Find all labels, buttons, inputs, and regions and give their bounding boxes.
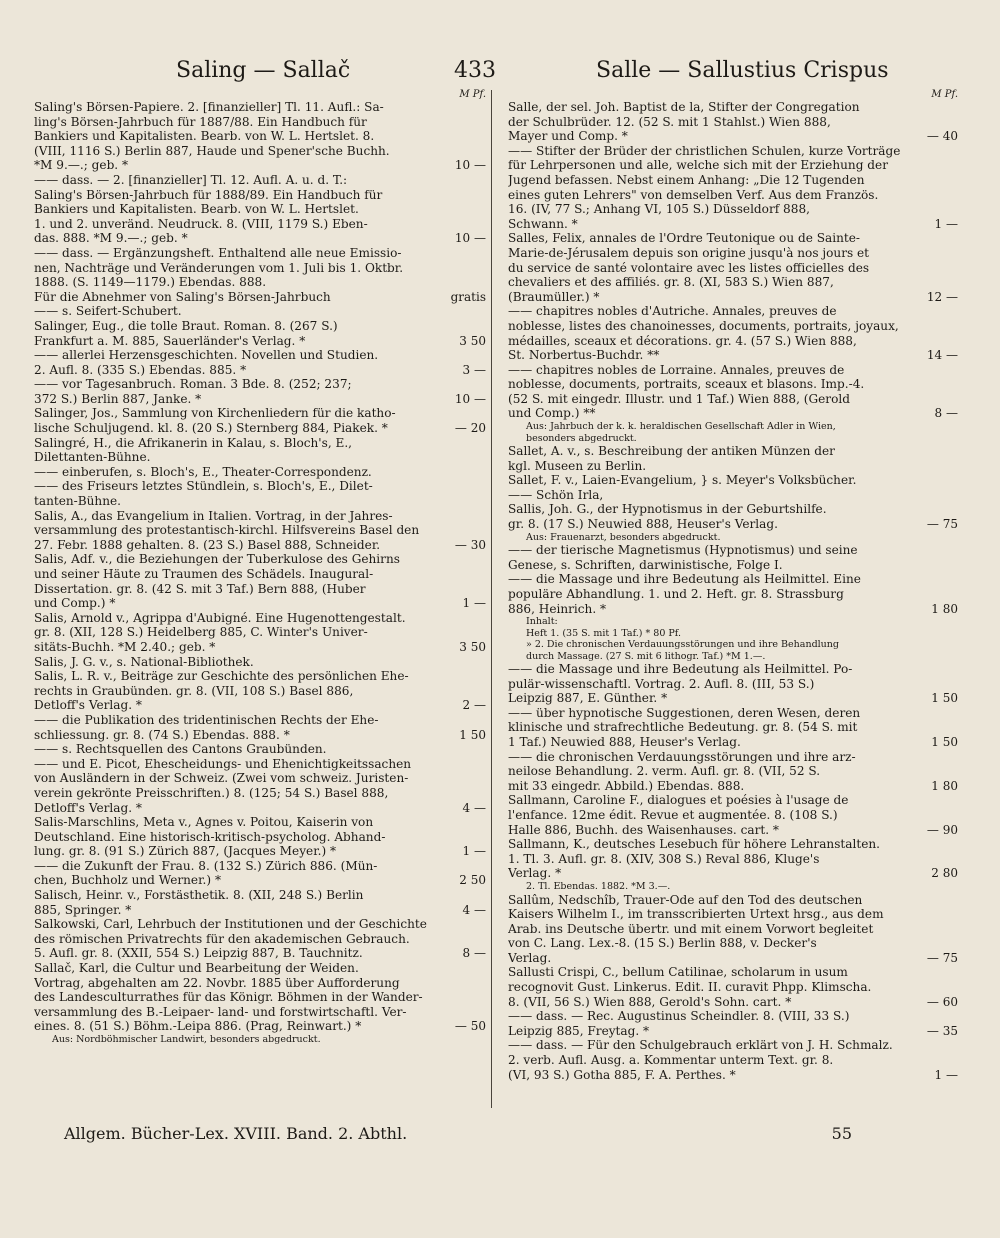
- entry-line: der Schulbrüder. 12. (52 S. mit 1 Stahlst.) Wien 888,: [508, 114, 831, 129]
- entry-price: 10 —: [454, 158, 486, 173]
- page-header: [36, 58, 964, 90]
- entry-line: —— s. Seifert-Schubert.: [34, 304, 182, 319]
- entry-line: versammlung des B.-Leipaer- land- und forstwirtschaftl. Ver-: [34, 1004, 407, 1019]
- entry-price: 2 80: [931, 866, 958, 881]
- entry-line: 886, Heinrich. *: [508, 601, 607, 616]
- entry-line: 16. (IV, 77 S.; Anhang VI, 105 S.) Düsseldorf 888,: [508, 202, 810, 217]
- entry-price: 10 —: [454, 391, 486, 406]
- bibliography-entry: [34, 655, 486, 670]
- right-entries: [508, 100, 958, 1082]
- entry-line: das. 888. *M 9.—.; geb. *: [34, 231, 188, 246]
- entry-line: Sallmann, K., deutsches Lesebuch für höhere Lehranstalten.: [508, 837, 880, 852]
- entry-line: nen, Nachträge und Veränderungen vom 1. Juli bis 1. Oktbr.: [34, 260, 404, 275]
- entry-price: — 75: [926, 517, 958, 532]
- entry-price: 8 —: [934, 406, 958, 421]
- entry-line: 1. Tl. 3. Aufl. gr. 8. (XIV, 308 S.) Reval 886, Kluge's: [508, 851, 820, 866]
- entry-line: Verlag. *: [508, 866, 562, 881]
- bibliography-entry: [34, 961, 486, 1034]
- entry-price: gratis: [450, 289, 486, 304]
- entry-line: kgl. Museen zu Berlin.: [508, 458, 647, 473]
- entry-line: Sallač, Karl, die Cultur und Bearbeitung der Weiden.: [34, 961, 359, 976]
- entry-line: Sallmann, Caroline F., dialogues et poésies à l'usage de: [508, 793, 849, 808]
- entry-line: pulär-wissenschaftl. Vortrag. 2. Aufl. 8. (III, 53 S.): [508, 676, 815, 691]
- entry-line: —— und E. Picot, Ehescheidungs- und Ehenichtigkeitssachen: [34, 756, 412, 771]
- entry-line: —— dass. — Ergänzungsheft. Enthaltend alle neue Emissio-: [34, 245, 402, 260]
- bibliography-entry: [34, 552, 486, 610]
- entry-line: rechts in Graubünden. gr. 8. (VII, 108 S.) Basel 886,: [34, 683, 354, 698]
- bibliography-entry: [508, 1009, 958, 1038]
- bibliography-entry: [508, 100, 958, 144]
- entry-price: — 90: [926, 822, 958, 837]
- entry-price: 1 50: [459, 727, 486, 742]
- entry-note: 2. Tl. Ebendas. 1882. *M 3.—.: [526, 881, 671, 892]
- entry-line: l'enfance. 12me édit. Revue et augmentée. 8. (108 S.): [508, 808, 838, 823]
- entry-line: Leipzig 885, Freytag. *: [508, 1023, 650, 1038]
- entry-price: — 20: [454, 421, 486, 436]
- entry-line: Frankfurt a. M. 885, Sauerländer's Verlag. *: [34, 333, 306, 348]
- entry-line: —— chapitres nobles de Lorraine. Annales, preuves de: [508, 362, 845, 377]
- entry-line: Dissertation. gr. 8. (42 S. mit 3 Taf.) Bern 888, (Huber: [34, 581, 366, 596]
- entry-line: Salis-Marschlins, Meta v., Agnes v. Poitou, Kaiserin von: [34, 815, 374, 830]
- entry-line: Sallet, F. v., Laien-Evangelium, } s. Meyer's Volksbücher.: [508, 473, 857, 488]
- entry-line: 8. (VII, 56 S.) Wien 888, Gerold's Sohn. cart. *: [508, 994, 792, 1009]
- entry-price: 1 —: [462, 596, 486, 611]
- entry-price: 14 —: [926, 348, 958, 363]
- entry-line: Salisch, Heinr. v., Forstästhetik. 8. (XII, 248 S.) Berlin: [34, 888, 364, 903]
- entry-line: St. Norbertus-Buchdr. **: [508, 348, 660, 363]
- bibliography-entry: [508, 304, 958, 362]
- entry-price: — 60: [926, 994, 958, 1009]
- entry-price: 1 —: [934, 1067, 958, 1082]
- bibliography-entry: [34, 713, 486, 742]
- footer-signature: Allgem. Bücher-Lex. XVIII. Band. 2. Abthl.: [64, 1124, 408, 1143]
- entry-line: (52 S. mit eingedr. Illustr. und 1 Taf.) Wien 888, (Gerold: [508, 391, 850, 406]
- entry-line: tanten-Bühne.: [34, 494, 122, 509]
- entry-price: — 30: [454, 537, 486, 552]
- entry-line: Für die Abnehmer von Saling's Börsen-Jahrbuch: [34, 289, 331, 304]
- entry-price: 2 —: [462, 698, 486, 713]
- entry-line: Halle 886, Buchh. des Waisenhauses. cart. *: [508, 822, 779, 837]
- entry-line: sitäts-Buchh. *M 2.40.; geb. *: [34, 639, 216, 654]
- entry-note: Heft 1. (35 S. mit 1 Taf.) * 80 Pf.: [526, 627, 681, 639]
- entry-note: Aus: Frauenarzt, besonders abgedruckt.: [526, 531, 721, 543]
- entry-line: —— die Zukunft der Frau. 8. (132 S.) Zürich 886. (Mün-: [34, 858, 378, 873]
- entry-price: 4 —: [462, 800, 486, 815]
- left-entries: [34, 100, 486, 1034]
- bibliography-entry: [508, 965, 958, 1009]
- bibliography-entry: [34, 377, 486, 406]
- bibliography-entry: [508, 543, 958, 572]
- bibliography-entry: [508, 1038, 958, 1082]
- bibliography-entry: [34, 509, 486, 553]
- entry-line: Sallet, A. v., s. Beschreibung der antiken Münzen der: [508, 444, 835, 459]
- bibliography-entry: [34, 304, 486, 319]
- entry-line: Salis, Adf. v., die Beziehungen der Tuberkulose des Gehirns: [34, 552, 400, 567]
- entry-line: mit 33 eingedr. Abbild.) Ebendas. 888.: [508, 778, 745, 793]
- entry-line: Detloff's Verlag. *: [34, 698, 142, 713]
- entry-line: neilose Behandlung. 2. verm. Aufl. gr. 8. (VII, 52 S.: [508, 764, 821, 779]
- entry-line: du service de santé volontaire avec les listes officielles des: [508, 260, 870, 275]
- column-divider: [491, 90, 492, 1108]
- entry-price: 3 —: [462, 362, 486, 377]
- entry-line: 885, Springer. *: [34, 902, 132, 917]
- entry-line: Schwann. *: [508, 216, 578, 231]
- footer-sheet-number: 55: [831, 1124, 852, 1143]
- entry-line: Salle, der sel. Joh. Baptist de la, Stifter der Congregation: [508, 100, 860, 114]
- entry-line: Salis, J. G. v., s. National-Bibliothek.: [34, 654, 254, 669]
- entry-line: —— dass. — Rec. Augustinus Scheindler. 8. (VIII, 33 S.): [508, 1009, 850, 1024]
- bibliography-entry: [34, 436, 486, 465]
- right-column: [508, 88, 958, 1082]
- entry-price: 3 50: [459, 333, 486, 348]
- entry-line: Arab. ins Deutsche übertr. und mit einem Vorwort begleitet: [508, 921, 874, 936]
- header-right-title: Salle — Sallustius Crispus: [596, 58, 889, 83]
- entry-line: Saling's Börsen-Jahrbuch für 1888/89. Ein Handbuch für: [34, 187, 383, 202]
- entry-line: Bankiers und Kapitalisten. Bearb. von W. L. Hertslet.: [34, 202, 359, 217]
- entry-line: —— Stifter der Brüder der christlichen Schulen, kurze Vorträge: [508, 143, 901, 158]
- bibliography-entry: [508, 793, 958, 837]
- entry-line: eines guten Lehrers" von demselben Verf. Aus dem Französ.: [508, 187, 879, 202]
- entry-line: des Landesculturrathes für das Königr. Böhmen in der Wander-: [34, 990, 423, 1005]
- entry-line: Salles, Felix, annales de l'Ordre Teutonique ou de Sainte-: [508, 231, 860, 246]
- entry-line: (Braumüller.) *: [508, 289, 600, 304]
- bibliography-entry: [34, 611, 486, 655]
- entry-note: Inhalt:: [526, 616, 558, 628]
- entry-line: —— die Publikation des tridentinischen Rechts der Ehe-: [34, 712, 379, 727]
- entry-line: —— Schön Irla,: [508, 487, 604, 502]
- bibliography-entry: [508, 893, 958, 966]
- entry-line: von C. Lang. Lex.-8. (15 S.) Berlin 888, v. Decker's: [508, 936, 817, 951]
- bibliography-entry: [34, 888, 486, 917]
- entry-line: klinische und strafrechtliche Bedeutung. gr. 8. (54 S. mit: [508, 720, 858, 735]
- entry-line: lung. gr. 8. (91 S.) Zürich 887, (Jacques Meyer.) *: [34, 844, 337, 859]
- entry-price: 12 —: [926, 289, 958, 304]
- bibliography-entry: [34, 859, 486, 888]
- bibliography-entry: [508, 502, 958, 531]
- entry-line: lische Schuljugend. kl. 8. (20 S.) Sternberg 884, Piakek. *: [34, 421, 388, 436]
- bibliography-entry: [508, 572, 958, 616]
- bibliography-entry: [508, 473, 958, 502]
- bibliography-entry: [508, 662, 958, 706]
- entry-line: für Lehrpersonen und alle, welche sich mit der Erziehung der: [508, 158, 888, 173]
- entry-line: 1 Taf.) Neuwied 888, Heuser's Verlag.: [508, 735, 741, 750]
- entry-line: 1. und 2. unveränd. Neudruck. 8. (VIII, 1179 S.) Eben-: [34, 216, 368, 231]
- entry-line: —— dass. — 2. [finanzieller] Tl. 12. Aufl. A. u. d. T.:: [34, 172, 348, 187]
- entry-line: 27. Febr. 1888 gehalten. 8. (23 S.) Basel 888, Schneider.: [34, 537, 381, 552]
- entry-price: 1 50: [931, 691, 958, 706]
- entry-line: und seiner Häute zu Traumen des Schädels. Inaugural-: [34, 567, 374, 581]
- entry-line: Verlag.: [508, 950, 552, 965]
- bibliography-entry: [34, 246, 486, 304]
- bibliography-entry: [34, 173, 486, 246]
- entry-line: recognovit Gust. Linkerus. Edit. II. curavit Phpp. Klimscha.: [508, 980, 872, 995]
- bibliography-entry: [34, 406, 486, 435]
- left-column: [34, 88, 486, 1046]
- entry-line: 5. Aufl. gr. 8. (XXII, 554 S.) Leipzig 887, B. Tauchnitz.: [34, 946, 363, 961]
- bibliography-entry: [508, 231, 958, 304]
- entry-line: 372 S.) Berlin 887, Janke. *: [34, 391, 202, 406]
- bibliography-entry: [508, 837, 958, 881]
- entry-line: —— s. Rechtsquellen des Cantons Graubünden.: [34, 742, 327, 757]
- currency-unit-header: M Pf.: [459, 89, 486, 100]
- entry-price: — 50: [454, 1019, 486, 1034]
- header-left-title: Saling — Sallač: [176, 58, 351, 83]
- bibliography-entry: [34, 348, 486, 377]
- entry-line: verein gekrönte Preisschriften.) 8. (125; 54 S.) Basel 888,: [34, 785, 389, 800]
- entry-line: versammlung des protestantisch-kirchl. Hilfsvereins Basel den: [34, 523, 420, 538]
- bibliography-entry: [34, 742, 486, 757]
- entry-line: ling's Börsen-Jahrbuch für 1887/88. Ein Handbuch für: [34, 114, 367, 129]
- entry-line: schliessung. gr. 8. (74 S.) Ebendas. 888. *: [34, 727, 290, 742]
- entry-note: » 2. Die chronischen Verdauungsstörungen und ihre Behandlung: [526, 639, 840, 651]
- entry-price: — 75: [926, 950, 958, 965]
- entry-line: Marie-de-Jérusalem depuis son origine jusqu'à nos jours et: [508, 245, 870, 260]
- entry-line: Deutschland. Eine historisch-kritisch-psycholog. Abhand-: [34, 829, 386, 844]
- entry-line: Salis, Arnold v., Agrippa d'Aubigné. Eine Hugenottengestalt.: [34, 610, 406, 625]
- entry-line: —— die Massage und ihre Bedeutung als Heilmittel. Eine: [508, 572, 861, 587]
- entry-line: *M 9.—.; geb. *: [34, 158, 129, 173]
- bibliography-entry: [34, 815, 486, 859]
- entry-line: Vortrag, abgehalten am 22. Novbr. 1885 über Aufforderung: [34, 975, 400, 990]
- bibliography-entry: [508, 363, 958, 421]
- entry-price: 1 80: [931, 778, 958, 793]
- entry-line: populäre Abhandlung. 1. und 2. Heft. gr. 8. Strassburg: [508, 586, 844, 601]
- currency-unit-header: M Pf.: [931, 89, 958, 100]
- entry-line: Detloff's Verlag. *: [34, 800, 142, 815]
- entry-line: des römischen Privatrechts für den akademischen Gebrauch.: [34, 931, 410, 946]
- entry-line: Leipzig 887, E. Günther. *: [508, 691, 668, 706]
- entry-line: 1888. (S. 1149—1179.) Ebendas. 888.: [34, 275, 267, 290]
- entry-line: noblesse, listes des chanoinesses, documents, portraits, joyaux,: [508, 318, 899, 333]
- entry-line: Bankiers und Kapitalisten. Bearb. von W. L. Hertslet. 8.: [34, 129, 375, 144]
- entry-line: 2. Aufl. 8. (335 S.) Ebendas. 885. *: [34, 362, 247, 377]
- entry-line: (VIII, 1116 S.) Berlin 887, Haude und Spener'sche Buchh.: [34, 143, 390, 158]
- entry-line: —— der tierische Magnetismus (Hypnotismus) und seine: [508, 543, 858, 558]
- entry-line: —— allerlei Herzensgeschichten. Novellen und Studien.: [34, 348, 379, 363]
- entry-line: Salkowski, Carl, Lehrbuch der Institutionen und der Geschichte: [34, 917, 427, 932]
- entry-line: chevaliers et des affiliés. gr. 8. (XI, 583 S.) Wien 887,: [508, 275, 834, 290]
- bibliography-entry: [34, 479, 486, 508]
- page-number: 433: [454, 58, 496, 83]
- bibliography-entry: [508, 706, 958, 750]
- entry-line: von Ausländern in der Schweiz. (Zwei vom schweiz. Juristen-: [34, 771, 409, 786]
- entry-price: 1 —: [462, 844, 486, 859]
- entry-price: 1 80: [931, 601, 958, 616]
- bibliography-entry: [34, 465, 486, 480]
- entry-line: Mayer und Comp. *: [508, 129, 628, 144]
- entry-note: durch Massage. (27 S. mit 6 lithogr. Taf.) *M 1.—.: [526, 650, 766, 662]
- entry-line: eines. 8. (51 S.) Böhm.-Leipa 886. (Prag, Reinwart.) *: [34, 1019, 362, 1034]
- entry-line: médailles, sceaux et décorations. gr. 4. (57 S.) Wien 888,: [508, 333, 857, 348]
- entry-line: chen, Buchholz und Werner.) *: [34, 873, 221, 888]
- entry-price: 3 50: [459, 639, 486, 654]
- entry-line: Dilettanten-Bühne.: [34, 450, 151, 465]
- bibliography-entry: [34, 100, 486, 173]
- entry-line: Sallusti Crispi, C., bellum Catilinae, scholarum in usum: [508, 965, 848, 980]
- entry-price: 4 —: [462, 902, 486, 917]
- entry-line: (VI, 93 S.) Gotha 885, F. A. Perthes. *: [508, 1067, 736, 1082]
- entry-line: Salingré, H., die Afrikanerin in Kalau, s. Bloch's, E.,: [34, 435, 353, 450]
- entry-line: —— des Friseurs letztes Stündlein, s. Bloch's, E., Dilet-: [34, 479, 373, 494]
- entry-price: 1 —: [934, 216, 958, 231]
- entry-line: Sallis, Joh. G., der Hypnotismus in der Geburtshilfe.: [508, 502, 827, 517]
- entry-price: 8 —: [462, 946, 486, 961]
- entry-line: —— chapitres nobles d'Autriche. Annales, preuves de: [508, 304, 837, 319]
- bibliography-entry: [508, 144, 958, 232]
- entry-line: —— über hypnotische Suggestionen, deren Wesen, deren: [508, 705, 861, 720]
- entry-line: 2. verb. Aufl. Ausg. a. Kommentar unterm Text. gr. 8.: [508, 1053, 834, 1068]
- entry-price: — 40: [926, 129, 958, 144]
- entry-line: Saling's Börsen-Papiere. 2. [finanzieller] Tl. 11. Aufl.: Sa-: [34, 100, 384, 114]
- entry-line: Kaisers Wilhelm I., im transscribierten Urtext hrsg., aus dem: [508, 907, 884, 922]
- entry-line: gr. 8. (XII, 128 S.) Heidelberg 885, C. Winter's Univer-: [34, 625, 368, 640]
- entry-price: 10 —: [454, 231, 486, 246]
- entry-line: gr. 8. (17 S.) Neuwied 888, Heuser's Verlag.: [508, 517, 778, 532]
- bibliography-entry: [34, 669, 486, 713]
- entry-line: —— die Massage und ihre Bedeutung als Heilmittel. Po-: [508, 662, 853, 677]
- entry-line: noblesse, documents, portraits, sceaux et blasons. Imp.-4.: [508, 377, 865, 392]
- entry-line: Salinger, Jos., Sammlung von Kirchenliedern für die katho-: [34, 406, 396, 421]
- entry-note: besonders abgedruckt.: [526, 432, 637, 444]
- entry-price: — 35: [926, 1023, 958, 1038]
- bibliography-entry: [34, 757, 486, 815]
- entry-price: 2 50: [459, 873, 486, 888]
- entry-line: Genese, s. Schriften, darwinistische, Folge I.: [508, 557, 783, 572]
- bibliography-entry: [508, 444, 958, 473]
- entry-price: 1 50: [931, 735, 958, 750]
- entry-line: Salis, A., das Evangelium in Italien. Vortrag, in der Jahres-: [34, 508, 393, 523]
- entry-note: Aus: Jahrbuch der k. k. heraldischen Gesellschaft Adler in Wien,: [526, 421, 836, 433]
- entry-line: Salis, L. R. v., Beiträge zur Geschichte des persönlichen Ehe-: [34, 669, 409, 684]
- bibliography-entry: [34, 319, 486, 348]
- entry-line: Sallûm, Nedschîb, Trauer-Ode auf den Tod des deutschen: [508, 892, 863, 907]
- entry-line: Salinger, Eug., die tolle Braut. Roman. 8. (267 S.): [34, 318, 338, 333]
- page-footer: [64, 1124, 952, 1150]
- entry-line: —— einberufen, s. Bloch's, E., Theater-Correspondenz.: [34, 464, 372, 479]
- entry-line: Jugend befassen. Nebst einem Anhang: „Die 12 Tugenden: [508, 172, 865, 187]
- entry-line: —— vor Tagesanbruch. Roman. 3 Bde. 8. (252; 237;: [34, 377, 352, 392]
- bibliography-entry: [508, 750, 958, 794]
- bibliography-entry: [34, 917, 486, 961]
- entry-line: und Comp.) **: [508, 406, 596, 421]
- entry-note: Aus: Nordböhmischer Landwirt, besonders abgedruckt.: [52, 1034, 321, 1045]
- entry-line: —— dass. — Für den Schulgebrauch erklärt von J. H. Schmalz.: [508, 1038, 893, 1053]
- entry-line: und Comp.) *: [34, 596, 116, 611]
- entry-line: —— die chronischen Verdauungsstörungen und ihre arz-: [508, 749, 856, 764]
